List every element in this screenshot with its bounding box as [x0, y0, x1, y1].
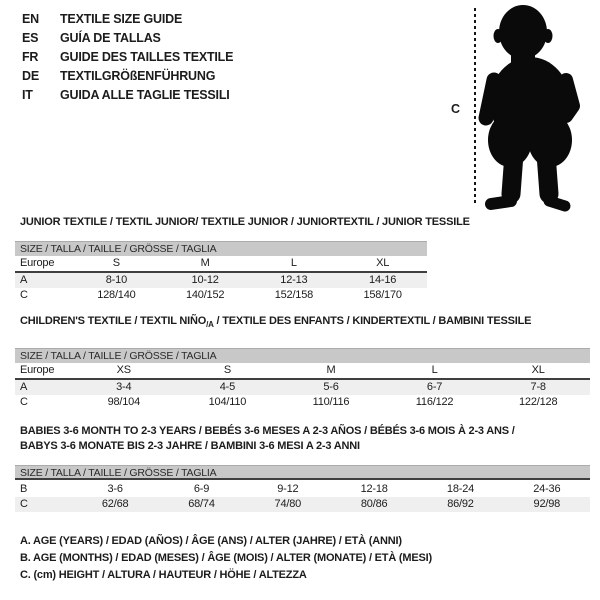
- language-title: GUIDA ALLE TAGLIE TESSILI: [60, 88, 230, 102]
- row-label: C: [15, 497, 72, 512]
- language-row-es: [22, 29, 233, 48]
- cell-value: 74/80: [245, 497, 331, 512]
- language-code: ES: [22, 31, 39, 45]
- cell-value: 18-24: [446, 483, 475, 495]
- column-header: M: [161, 256, 250, 272]
- language-title-list: [22, 10, 233, 105]
- table-column-header-row: [15, 256, 427, 272]
- cell-value: 3-6: [107, 483, 123, 495]
- cell-value: 12-13: [250, 272, 339, 288]
- legend-notes: [20, 533, 432, 584]
- babies-size-table: [15, 482, 590, 512]
- cell-value: 110/116: [312, 396, 350, 408]
- cell-value: 3-4: [72, 379, 176, 395]
- column-header: L: [250, 256, 339, 272]
- cell-value: 8-10: [72, 272, 161, 288]
- cell-value: 6-9: [193, 483, 210, 495]
- cell-value: 122/128: [519, 396, 558, 408]
- cell-value: 68/74: [158, 497, 244, 512]
- junior-table-title: JUNIOR TEXTILE / TEXTIL JUNIOR/ TEXTILE JUNIOR / JUNIORTEXTIL / JUNIOR TESSILE: [20, 216, 470, 228]
- language-title: TEXTILE SIZE GUIDE: [60, 12, 183, 26]
- cell-value: 158/170: [363, 289, 402, 301]
- language-code: DE: [22, 69, 39, 83]
- table-row: [15, 288, 427, 303]
- table-row: [15, 497, 590, 512]
- language-code: EN: [22, 12, 39, 26]
- row-label: B: [20, 483, 28, 495]
- row-label: C: [20, 289, 28, 301]
- table-row: [15, 272, 427, 288]
- column-header: M: [279, 363, 383, 379]
- height-measure-dashed-line: [474, 8, 476, 206]
- language-row-it: [22, 86, 233, 105]
- language-row-fr: [22, 48, 233, 67]
- language-row-en: [22, 10, 233, 29]
- junior-size-table: [15, 256, 427, 303]
- language-row-de: [22, 67, 233, 86]
- column-header: Europe: [15, 256, 72, 272]
- cell-value: 62/68: [72, 497, 158, 512]
- row-label: A: [15, 379, 72, 395]
- cell-value: 14-16: [338, 272, 427, 288]
- cell-value: 80/86: [331, 497, 417, 512]
- column-header: Europe: [15, 363, 72, 379]
- children-size-table: [15, 363, 590, 410]
- column-header: L: [383, 363, 487, 379]
- column-header: S: [72, 256, 161, 272]
- children-size-header: SIZE / TALLA / TAILLE / GRÖSSE / TAGLIA: [15, 348, 590, 363]
- column-header: S: [176, 363, 280, 379]
- babies-table-title: [20, 424, 515, 454]
- height-measure-label: C: [451, 102, 461, 116]
- children-title-subscript: /A: [206, 320, 214, 330]
- cell-value: 24-36: [533, 483, 561, 495]
- column-header: XL: [338, 256, 427, 272]
- note-age-years: A. AGE (YEARS) / EDAD (AÑOS) / ÂGE (ANS) / ALTER (JAHRE) / ETÀ (ANNI): [20, 535, 402, 547]
- children-table-title: [20, 315, 531, 329]
- cell-value: 116/122: [415, 396, 454, 408]
- language-title: GUÍA DE TALLAS: [60, 31, 161, 45]
- cell-value: 92/98: [504, 497, 590, 512]
- note-height-cm: C. (cm) HEIGHT / ALTURA / HAUTEUR / HÖHE / ALTEZZA: [20, 569, 307, 581]
- table-row: [15, 482, 590, 497]
- language-code: FR: [22, 50, 39, 64]
- table-row: [15, 395, 590, 410]
- table-row: [15, 379, 590, 395]
- column-header: XS: [72, 363, 176, 379]
- cell-value: 5-6: [279, 379, 383, 395]
- cell-value: 4-5: [176, 379, 280, 395]
- cell-value: 9-12: [277, 483, 299, 495]
- babies-size-header: SIZE / TALLA / TAILLE / GRÖSSE / TAGLIA: [15, 465, 590, 480]
- note-age-months: B. AGE (MONTHS) / EDAD (MESES) / ÂGE (MOIS) / ALTER (MONATE) / ETÀ (MESI): [20, 552, 432, 564]
- row-label: A: [15, 272, 72, 288]
- cell-value: 128/140: [97, 289, 136, 301]
- cell-value: 98/104: [107, 396, 141, 408]
- junior-size-header: SIZE / TALLA / TAILLE / GRÖSSE / TAGLIA: [15, 241, 427, 256]
- cell-value: 140/152: [185, 289, 225, 301]
- babies-title-line2: BABYS 3-6 MONATE BIS 2-3 JAHRE / BAMBINI 3-6 MESI A 2-3 ANNI: [20, 440, 360, 452]
- language-title: TEXTILGRÖßENFÜHRUNG: [60, 69, 216, 83]
- language-code: IT: [22, 88, 33, 102]
- cell-value: 7-8: [486, 379, 590, 395]
- table-column-header-row: [15, 363, 590, 379]
- children-title-prefix: CHILDREN'S TEXTILE / TEXTIL NIÑO: [20, 315, 207, 327]
- cell-value: 86/92: [417, 497, 503, 512]
- row-label: C: [20, 396, 28, 408]
- cell-value: 12-18: [360, 483, 388, 495]
- baby-silhouette-icon: [478, 2, 600, 214]
- column-header: XL: [486, 363, 590, 379]
- babies-title-line1: BABIES 3-6 MONTH TO 2-3 YEARS / BEBÉS 3-6 MESES A 2-3 AÑOS / BÉBÉS 3-6 MOIS À 2-3 ANS /: [20, 425, 515, 437]
- cell-value: 104/110: [208, 396, 247, 408]
- children-title-suffix: / TEXTILE DES ENFANTS / KINDERTEXTIL / BAMBINI TESSILE: [213, 315, 532, 327]
- cell-value: 152/158: [274, 289, 314, 301]
- language-title: GUIDE DES TAILLES TEXTILE: [60, 50, 234, 64]
- cell-value: 10-12: [161, 272, 250, 288]
- cell-value: 6-7: [383, 379, 487, 395]
